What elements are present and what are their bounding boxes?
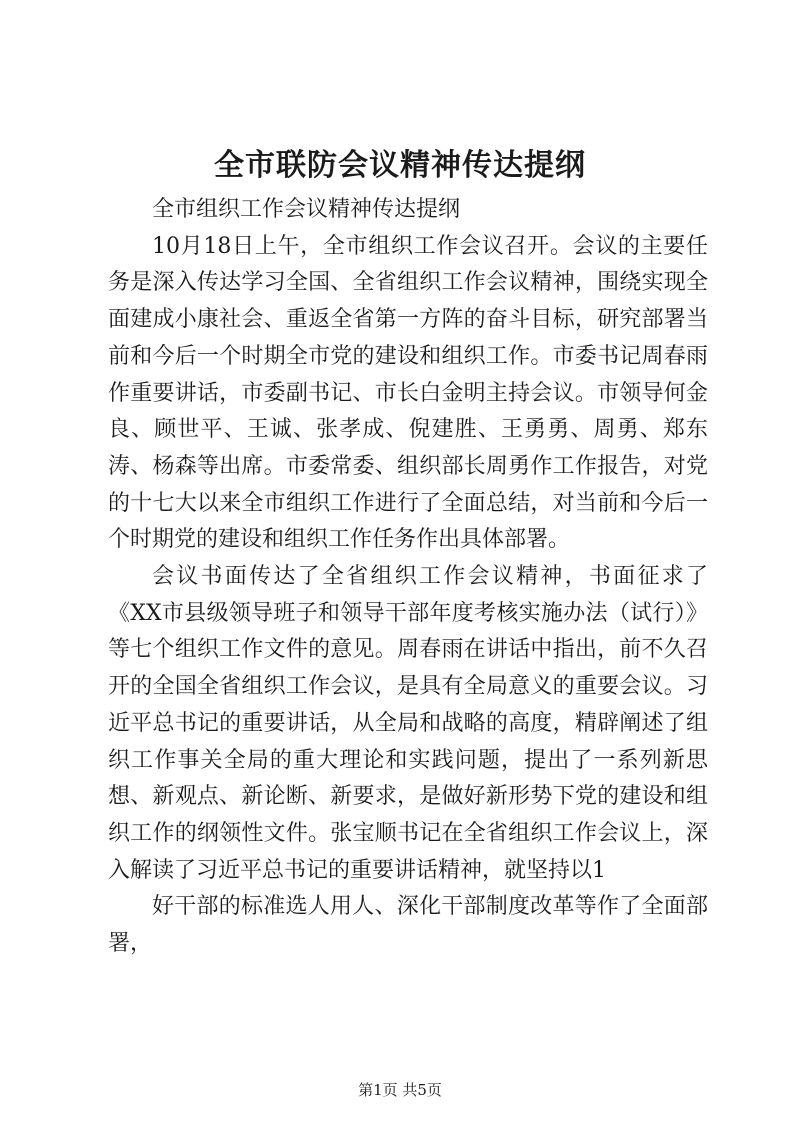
subtitle-paragraph: 全市组织工作会议精神传达提纲 [152, 197, 461, 222]
body-paragraph: 好干部的标准选人用人、深化干部制度改革等作了全面部署， [108, 894, 708, 957]
document-body [108, 192, 708, 963]
page-footer: 第1页 共5页 [358, 1081, 442, 1099]
body-paragraph: 10月18日上午，全市组织工作会议召开。会议的主要任务是深入传达学习全国、全省组织工作会议精神，围绕实现全面建成小康社会、重返全省第一方阵的奋斗目标，研究部署当前和今后一个时期全市党的建设和组织工作。市委书记周春雨作重要讲话，市委副书记、市长白金明主持会议。市领导何金良、顾世平、王诚、张孝成、倪建胜、王勇勇、周勇、郑东涛、杨森等出席。市委常委、组织部长周勇作工作报告，对党的十七大以来全市组织工作进行了全面总结，对当前和今后一个时期党的建设和组织工作任务作出具体部署。 [108, 233, 708, 553]
body-paragraph: 会议书面传达了全省组织工作会议精神，书面征求了《XX市县级领导班子和领导干部年度考核实施办法（试行）》等七个组织工作文件的意见。周春雨在讲话中指出，前不久召开的全国全省组织工作会议，是具有全局意义的重要会议。习近平总书记的重要讲话，从全局和战略的高度，精辟阐述了组织工作事关全局的重大理论和实践问题，提出了一系列新思想、新观点、新论断、新要求，是做好新形势下党的建设和组织工作的纲领性文件。张宝顺书记在全省组织工作会议上，深入解读了习近平总书记的重要讲话精神，就坚持以1 [108, 564, 708, 883]
document-title: 全市联防会议精神传达提纲 [214, 148, 586, 183]
